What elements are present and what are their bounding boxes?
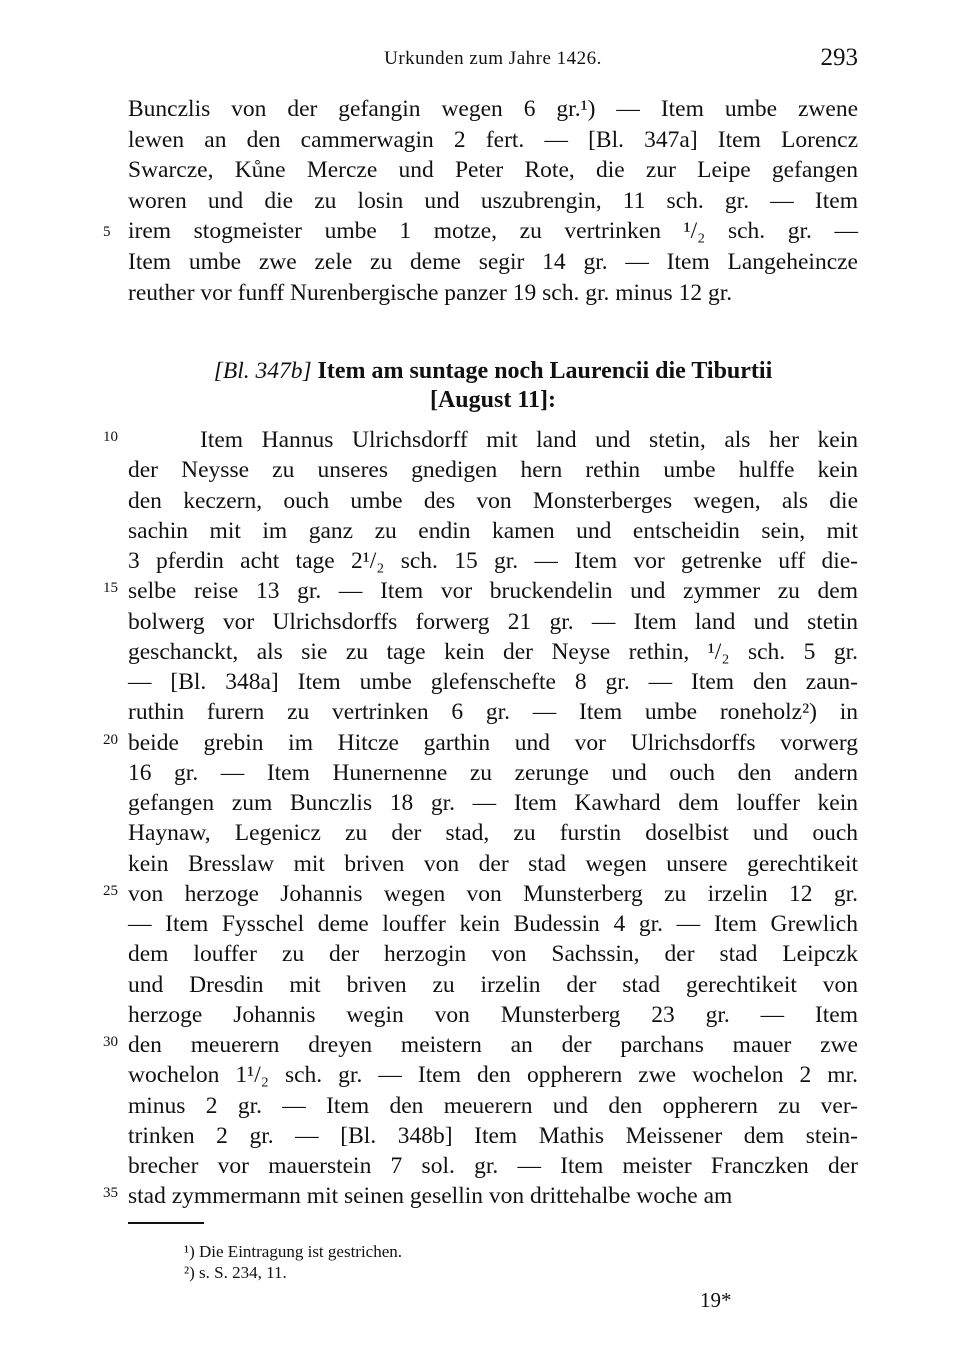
- text-line: irem stogmeister umbe 1 motze, zu vertrinken ¹/₂ sch. gr. —: [128, 218, 858, 245]
- text-line: stad zymmermann mit seinen gesellin von drittehalbe woche am: [128, 1183, 733, 1210]
- text-line: dem louffer zu der herzogin von Sachssin, der stad Leipczk: [128, 941, 858, 968]
- running-head: Urkunden zum Jahre 1426.: [384, 48, 602, 69]
- text-line: Item umbe zwe zele zu deme segir 14 gr. — Item Langeheincze: [128, 249, 858, 275]
- text-line: von herzoge Johannis wegen von Munsterberg zu irzelin 12 gr.: [128, 880, 858, 907]
- line-number: 30: [103, 1034, 118, 1050]
- text-line: selbe reise 13 gr. — Item vor bruckendelin und zymmer zu dem: [128, 578, 858, 605]
- footnote: [184, 1242, 402, 1262]
- text-line: Swarcze, Kůne Mercze und Peter Rote, die zur Leipe gefangen: [128, 157, 858, 184]
- page-number: 293: [820, 44, 858, 71]
- footnote: [184, 1263, 287, 1283]
- text-line: kein Bresslaw mit briven von der stad wegen unsere gerechtikeit: [128, 850, 858, 877]
- line-number: 10: [103, 429, 118, 445]
- line-number: 15: [103, 580, 118, 597]
- text-line: reuther vor funff Nurenbergische panzer 19 sch. gr. minus 12 gr.: [128, 279, 733, 306]
- text-line: Haynaw, Legenicz zu der stad, zu furstin doselbist und ouch: [128, 820, 858, 847]
- heading-text: Item am suntage noch Laurencii die Tiburtii: [317, 358, 773, 384]
- line-number: 20: [103, 731, 118, 748]
- line-number: 5: [103, 224, 111, 241]
- text-line: — Item Fysschel deme louffer kein Budessin 4 gr. — Item Grewlich: [128, 911, 858, 937]
- text-line: — [Bl. 348a] Item umbe glefenschefte 8 gr. — Item den zaun-: [128, 669, 858, 695]
- footnote-divider: [128, 1222, 204, 1224]
- text-line: sachin mit im ganz zu endin kamen und entscheidin sein, mit: [128, 517, 858, 544]
- text-line: minus 2 gr. — Item den meuerern und den oppherern zu ver-: [128, 1092, 858, 1119]
- text-line: 16 gr. — Item Hunernenne zu zerunge und ouch den andern: [128, 759, 858, 786]
- footnote-text: s. S. 234, 11.: [199, 1263, 287, 1282]
- text-line: und Dresdin mit briven zu irzelin der stad gerechtikeit von: [128, 971, 858, 998]
- footnote-text: Die Eintragung ist gestrichen.: [199, 1242, 403, 1261]
- folio-reference: [Bl. 347b]: [213, 358, 312, 384]
- text-line: brecher vor mauerstein 7 sol. gr. — Item meister Franczken der: [128, 1153, 858, 1179]
- sheet-signature: 19*: [700, 1288, 732, 1312]
- section-heading: [128, 356, 858, 386]
- text-line: der Neysse zu unseres gnedigen hern rethin umbe hulffe kein: [128, 457, 858, 484]
- text-line: geschanckt, als sie zu tage kein der Neyse rethin, ¹/₂ sch. 5 gr.: [128, 638, 858, 665]
- text-line: beide grebin im Hitcze garthin und vor Ulrichsdorffs vorwerg: [128, 729, 858, 756]
- text-line: wochelon 1¹/₂ sch. gr. — Item den oppherern zwe wochelon 2 mr.: [128, 1062, 858, 1089]
- text-line: Bunczlis von der gefangin wegen 6 gr.¹) — Item umbe zwene: [128, 96, 858, 122]
- page-header: [128, 44, 858, 78]
- text-line: herzoge Johannis wegin von Munsterberg 23 gr. — Item: [128, 1001, 858, 1028]
- text-line: gefangen zum Bunczlis 18 gr. — Item Kawhard dem louffer kein: [128, 790, 858, 816]
- text-line: trinken 2 gr. — [Bl. 348b] Item Mathis Meissener dem stein-: [128, 1122, 858, 1149]
- text-line: 3 pferdin acht tage 2¹/₂ sch. 15 gr. — Item vor getrenke uff die-: [128, 548, 858, 574]
- text-line: den meuerern dreyen meistern an der parchans mauer zwe: [128, 1032, 858, 1058]
- line-number: 35: [103, 1185, 118, 1202]
- text-line: lewen an den cammerwagin 2 fert. — [Bl. 347a] Item Lorencz: [128, 126, 858, 153]
- footnote-mark: ²): [184, 1263, 195, 1282]
- line-number: 25: [103, 882, 118, 899]
- text-line: woren und die zu losin und uszubrengin, 11 sch. gr. — Item: [128, 187, 858, 214]
- text-line: den keczern, ouch umbe des von Monsterberges wegen, als die: [128, 487, 858, 514]
- heading-date: [August 11]:: [429, 387, 556, 413]
- footnote-mark: ¹): [184, 1242, 195, 1261]
- text-line: Item Hannus Ulrichsdorff mit land und stetin, als her kein: [200, 427, 858, 453]
- text-line: bolwerg vor Ulrichsdorffs forwerg 21 gr. — Item land und stetin: [128, 608, 858, 635]
- text-line: ruthin furern zu vertrinken 6 gr. — Item umbe roneholz²) in: [128, 699, 858, 726]
